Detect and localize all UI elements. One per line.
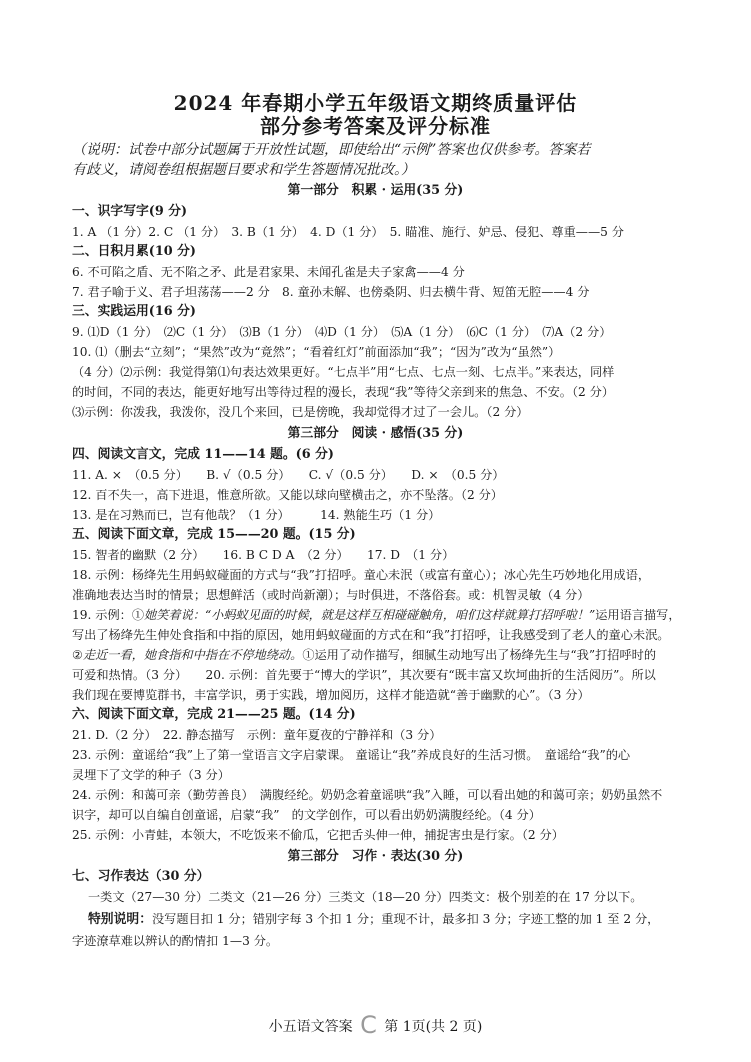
answer-line: 24. 示例：和蔼可亲（勤劳善良） 满腹经纶。奶奶念着童谣哄“我”入睡，可以看出她的和蔼可亲；奶奶虽然不 [72,788,663,802]
quoted-sentence: 走近一看，她食指和中指在不停地绕动。 [82,648,303,662]
answer-line: 21. D.（2 分） 22. 静态描写 示例：童年夏夜的宁静祥和（3 分） [72,728,442,742]
section5-heading: 五、阅读下面文章，完成 15——20 题。(15 分) [72,527,356,542]
answer-line: 25. 示例：小青蛙，本领大，不吃饭来不偷瓜，它把舌头伸一伸，捕捉害虫是行家。（2 分） [72,828,564,842]
answer-line: 23. 示例：童谣给“我”上了第一堂语言文字启蒙课。 童谣让“我”养成良好的生活习惯。 童谣给“我”的心 [72,748,631,762]
answer-line: 9. ⑴D（1 分） ⑵C（1 分） ⑶B（1 分） ⑷D（1 分） ⑸A（1 分） ⑹C（1 分） ⑺A（2 分） [72,325,612,339]
page-subtitle: 部分参考答案及评分标准 [260,114,491,138]
answer-line: 18. 示例：杨绛先生用蚂蚁碰面的方式与“我”打招呼。童心未泯（或富有童心）；冰心先生巧妙地化用成语， [72,568,651,582]
page-footer [0,1009,751,1037]
answer-line: 15. 智者的幽默（2 分） 16. B C D A （2 分） 17. D （1 分） [72,548,455,562]
page-title: 2024 年春期小学五年级语文期终质量评估 [173,91,578,115]
special-note-label: 特别说明： [88,912,152,927]
answer-prefix: 19. 示例：① [72,608,145,622]
answer-line: 灵埋下了文学的种子（3 分） [72,768,230,782]
quoted-sentence: 她笑着说：“小蚂蚁见面的时候，就是这样互相碰碰触角，咱们这样就算打招呼啦！” [144,608,596,622]
answer-line: 7. 君子喻于义、君子坦荡荡——2 分 8. 童孙未解、也傍桑阴、归去横牛背、短笛无腔——4 分 [72,285,590,299]
answer-line: 字迹潦草难以辨认的酌情扣 1—3 分。 [72,934,279,948]
answer-line: 可爱和热情。（3 分） 20. 示例：首先要于“博大的学识”，其次要有“既丰富又坎坷曲折的生活阅历”。所以 [72,668,656,682]
answer-line [88,911,659,928]
note-line-1: （说明：试卷中部分试题属于开放性试题，即使给出“示例”答案也仅供参考。答案若 [72,142,591,158]
section2-heading: 二、日积月累(10 分) [72,244,196,259]
answer-line: 12. 百不失一，高下进退，惟意所欲。又能以球向壁横击之，亦不坠落。（2 分） [72,488,503,502]
section4-heading: 四、阅读文言文，完成 11——14 题。(6 分) [72,447,334,462]
answer-line [72,647,656,663]
section1-heading: 一、识字写字(9 分) [72,204,188,219]
answer-line: 一类文（27—30 分）二类文（21—26 分）三类文（18—20 分）四类文：极个别差的在 17 分以下。 [88,890,643,904]
section7-heading: 七、习作表达（30 分） [72,869,210,884]
answer-line: （4 分）⑵示例：我觉得第⑴句表达效果更好。“七点半”用“七点、七点一刻、七点半。”来表达，同样 [72,365,615,379]
section3-heading: 三、实践运用(16 分) [72,304,196,319]
answer-line: 我们现在要博览群书，丰富学识，勇于实践，增加阅历，这样才能造就“善于幽默的心”。（3 分） [72,688,590,702]
answer-line: 写出了杨绛先生伸处食指和中指的原因，她用蚂蚁碰面的方式在和“我”打招呼，让我感受到了老人的童心未泯。 [72,628,670,642]
page-number: 第 1页(共 2 页) [384,1019,483,1035]
answer-line: 10. ⑴（删去“立刻”；“果然”改为“竟然”；“看着红灯”前面添加“我”；“因为”改为“虽然”） [72,345,561,359]
answer-prefix: ② [72,648,83,662]
footer-label: 小五语文答案 [268,1019,353,1035]
section6-heading: 六、阅读下面文章，完成 21——25 题。(14 分) [72,707,356,722]
watermark-c-icon: C [360,1011,377,1039]
special-note-text: 没写题目扣 1 分；错别字每 3 个扣 1 分；重现不计，最多扣 3 分；字迹工整的加 1 至 2 分， [151,912,660,926]
answer-line: 6. 不可陷之盾、无不陷之矛、此是君家果、未闻孔雀是夫子家禽——4 分 [72,265,465,279]
part3-writing-heading: 第三部分 习作 · 表达(30 分) [287,849,464,864]
answer-line: 1. A （1 分）2. C （1 分） 3. B（1 分） 4. D（1 分） 5. 瞄准、施行、妒忌、侵犯、尊重——5 分 [72,225,624,239]
note-line-2: 有歧义，请阅卷组根据题目要求和学生答题情况批改。） [72,162,415,178]
answer-line: 11. A. × （0.5 分） B. √（0.5 分） C. √（0.5 分） D. × （0.5 分） [72,468,505,482]
answer-line: 的时间，不同的表达，能更好地写出等待过程的漫长，表现“我”等待父亲到来的焦急、不安。（2 分） [72,385,615,399]
answer-text: ①运用了动作描写，细腻生动地写出了杨绛先生与“我”打招呼时的 [302,648,657,662]
part3-heading: 第三部分 阅读 · 感悟(35 分) [287,426,464,441]
answer-line: ⑶示例：你泼我，我泼你，没几个来回，已是傍晚，我却觉得才过了一会儿。（2 分） [72,405,529,419]
answer-line [72,607,681,623]
answer-line: 准确地表达当时的情景；思想鲜活（或时尚新潮）；与时俱进，不落俗套。或：机智灵敏（4 分） [72,588,590,602]
answer-text: 运用语言描写， [595,608,681,622]
answer-line: 13. 是在习熟而已，岂有他哉？（1 分） 14. 熟能生巧（1 分） [72,508,441,522]
part1-heading: 第一部分 积累 · 运用(35 分) [287,183,464,198]
answer-line: 识字，却可以自编自创童谣，启蒙“我” 的文学创作，可以看出奶奶满腹经纶。（4 分） [72,808,541,822]
